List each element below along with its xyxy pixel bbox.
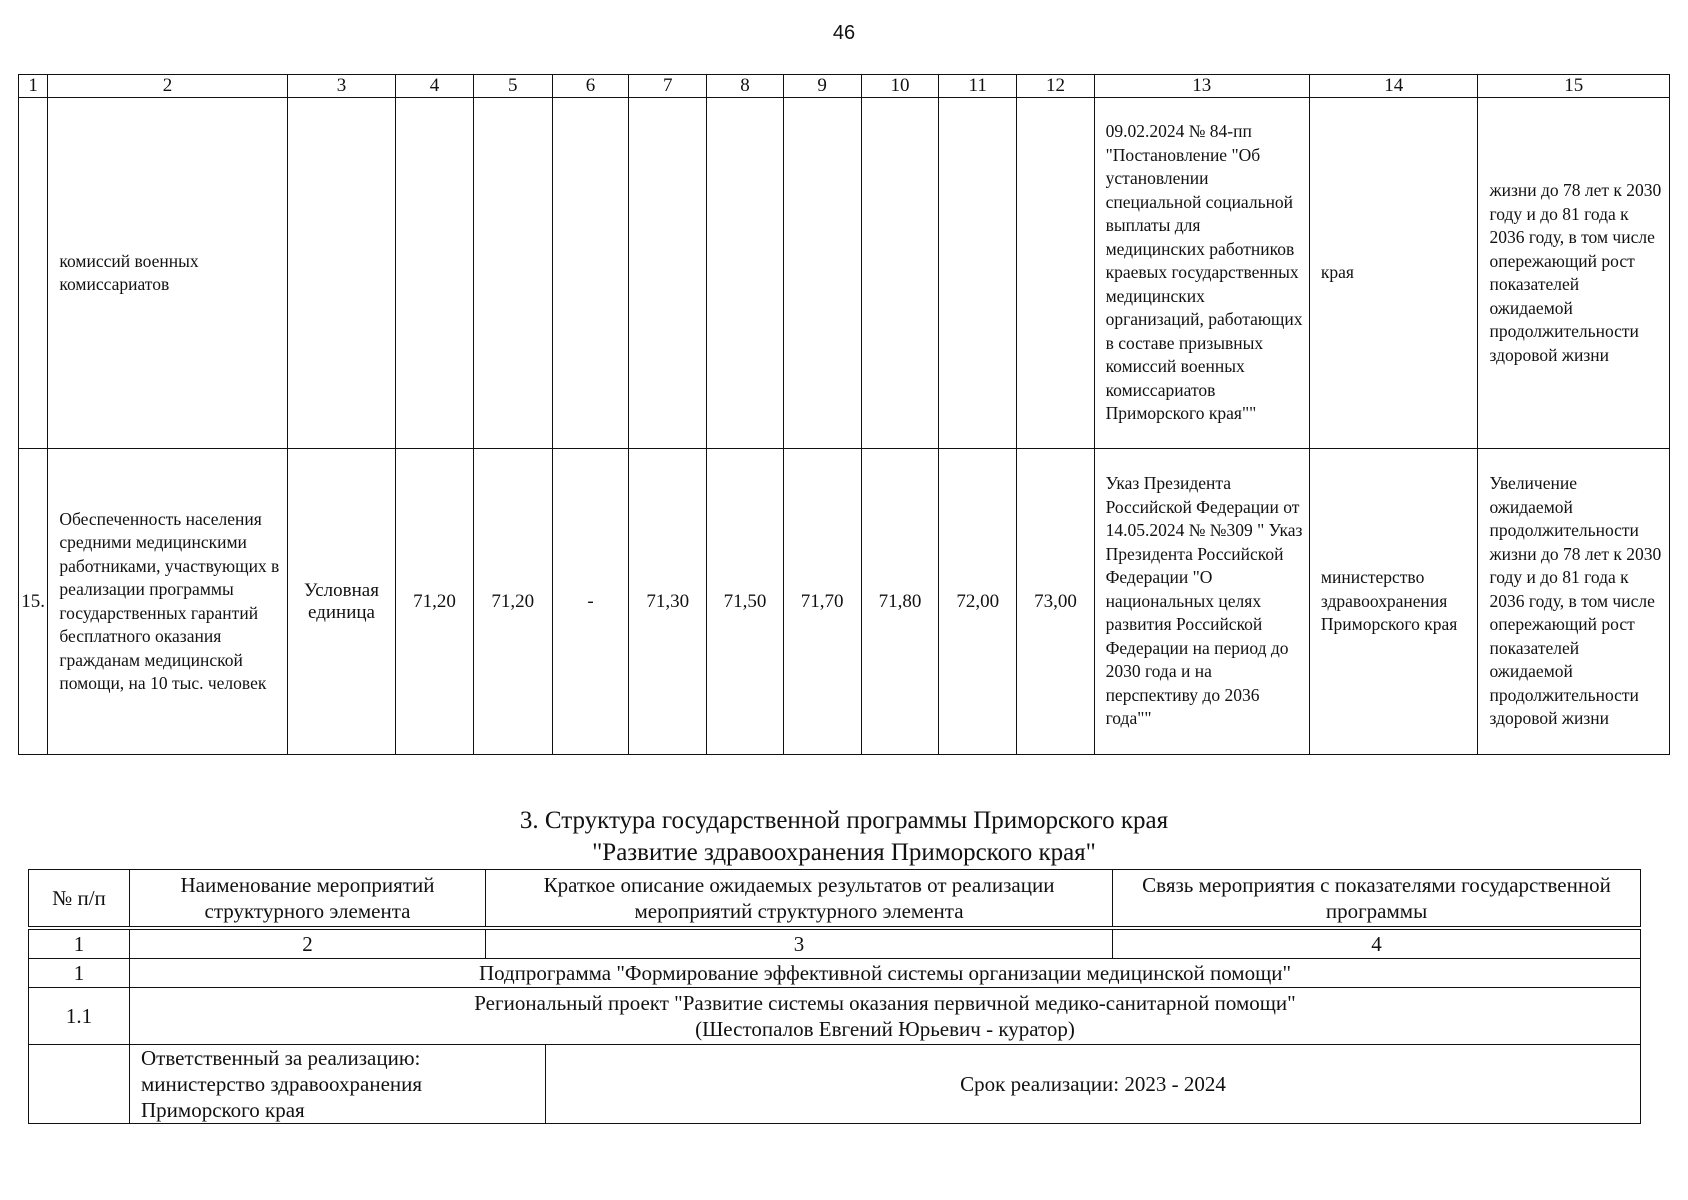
value: 71,50 <box>707 449 783 755</box>
col-num: 2 <box>48 75 287 98</box>
value: 71,30 <box>629 449 707 755</box>
value: 71,20 <box>396 449 473 755</box>
col-num: 1 <box>19 75 48 98</box>
value: 71,70 <box>783 449 861 755</box>
row-number: 15. <box>19 449 48 755</box>
value <box>939 98 1017 449</box>
indicator-name: комиссий военных комиссариатов <box>48 98 287 449</box>
value <box>783 98 861 449</box>
program-link: жизни до 78 лет к 2030 году и до 81 года к 2036 году, в том числе опережающий рост показателей ожидаемой продолжительности здоровой жизни <box>1478 98 1670 449</box>
term-text: Срок реализации: 2023 - 2024 <box>546 1045 1641 1124</box>
section-title-line: 3. Структура государственной программы Приморского края <box>519 807 1169 834</box>
value: - <box>552 449 628 755</box>
value <box>707 98 783 449</box>
value: 71,20 <box>473 449 552 755</box>
legal-basis: 09.02.2024 № 84-пп "Постановление "Об установлении специальной социальной выплаты для медицинских работников краевых государственных медицинских организаций, работающих в составе призывных комиссий военных комиссариатов Приморского края"" <box>1094 98 1309 449</box>
table-row <box>19 449 1670 755</box>
row-number: 1.1 <box>29 988 130 1045</box>
legal-basis: Указ Президента Российской Федерации от 14.05.2024 № №309 " Указ Президента Российской Федерации "О национальных целях развития Российской Федерации на период до 2030 года и на перспективу до 2036 года"" <box>1094 449 1309 755</box>
header-cell: Связь мероприятия с показателями государственной программы <box>1113 870 1641 927</box>
value <box>396 98 473 449</box>
value: 73,00 <box>1017 449 1094 755</box>
col-num: 8 <box>707 75 783 98</box>
col-num: 11 <box>939 75 1017 98</box>
value <box>861 98 938 449</box>
section-title-line: "Развитие здравоохранения Приморского края" <box>592 839 1096 866</box>
unit <box>287 98 396 449</box>
col-num: 2 <box>130 930 486 959</box>
subprogram-row <box>29 959 1641 988</box>
table-row <box>19 98 1670 449</box>
row-number: 1 <box>29 959 130 988</box>
value <box>629 98 707 449</box>
responsible-row <box>29 1045 1641 1124</box>
header-cell: № п/п <box>29 870 130 927</box>
value <box>473 98 552 449</box>
col-num: 7 <box>629 75 707 98</box>
indicator-table <box>18 74 1670 755</box>
project-title: Региональный проект "Развитие системы оказания первичной медико-санитарной помощи" <box>474 991 1296 1015</box>
col-num: 13 <box>1094 75 1309 98</box>
project-curator: (Шестопалов Евгений Юрьевич - куратор) <box>695 1017 1075 1041</box>
col-num: 3 <box>287 75 396 98</box>
value <box>552 98 628 449</box>
empty-cell <box>29 1045 130 1124</box>
subprogram-title: Подпрограмма "Формирование эффективной системы организации медицинской помощи" <box>130 959 1641 988</box>
col-num: 6 <box>552 75 628 98</box>
value: 72,00 <box>939 449 1017 755</box>
header-cell: Наименование мероприятий структурного элемента <box>130 870 486 927</box>
responsible-body: министерство здравоохранения Приморского края <box>1309 449 1478 755</box>
column-number-row <box>29 930 1641 959</box>
column-number-row <box>19 75 1670 98</box>
col-num: 9 <box>783 75 861 98</box>
project-title-cell <box>130 988 1641 1045</box>
program-link: Увеличение ожидаемой продолжительности жизни до 78 лет к 2030 году и до 81 года к 2036 году, в том числе опережающий рост показателей ожидаемой продолжительности здоровой жизни <box>1478 449 1670 755</box>
responsible-text: Ответственный за реализацию: министерство здравоохранения Приморского края <box>130 1045 546 1124</box>
col-num: 1 <box>29 930 130 959</box>
value <box>1017 98 1094 449</box>
value: 71,80 <box>861 449 938 755</box>
structure-table <box>28 869 1641 1124</box>
col-num: 3 <box>486 930 1113 959</box>
section-title <box>0 805 1688 869</box>
col-num: 5 <box>473 75 552 98</box>
col-num: 15 <box>1478 75 1670 98</box>
indicator-name: Обеспеченность населения средними медицинскими работниками, участвующих в реализации программы государственных гарантий бесплатного оказания гражданам медицинской помощи, на 10 тыс. человек <box>48 449 287 755</box>
header-cell: Краткое описание ожидаемых результатов от реализации мероприятий структурного элемента <box>486 870 1113 927</box>
col-num: 4 <box>1113 930 1641 959</box>
col-num: 14 <box>1309 75 1478 98</box>
responsible-body: края <box>1309 98 1478 449</box>
page-number: 46 <box>832 22 856 44</box>
unit: Условная единица <box>287 449 396 755</box>
project-row <box>29 988 1641 1045</box>
col-num: 12 <box>1017 75 1094 98</box>
row-number <box>19 98 48 449</box>
col-num: 10 <box>861 75 938 98</box>
col-num: 4 <box>396 75 473 98</box>
header-row <box>29 870 1641 927</box>
